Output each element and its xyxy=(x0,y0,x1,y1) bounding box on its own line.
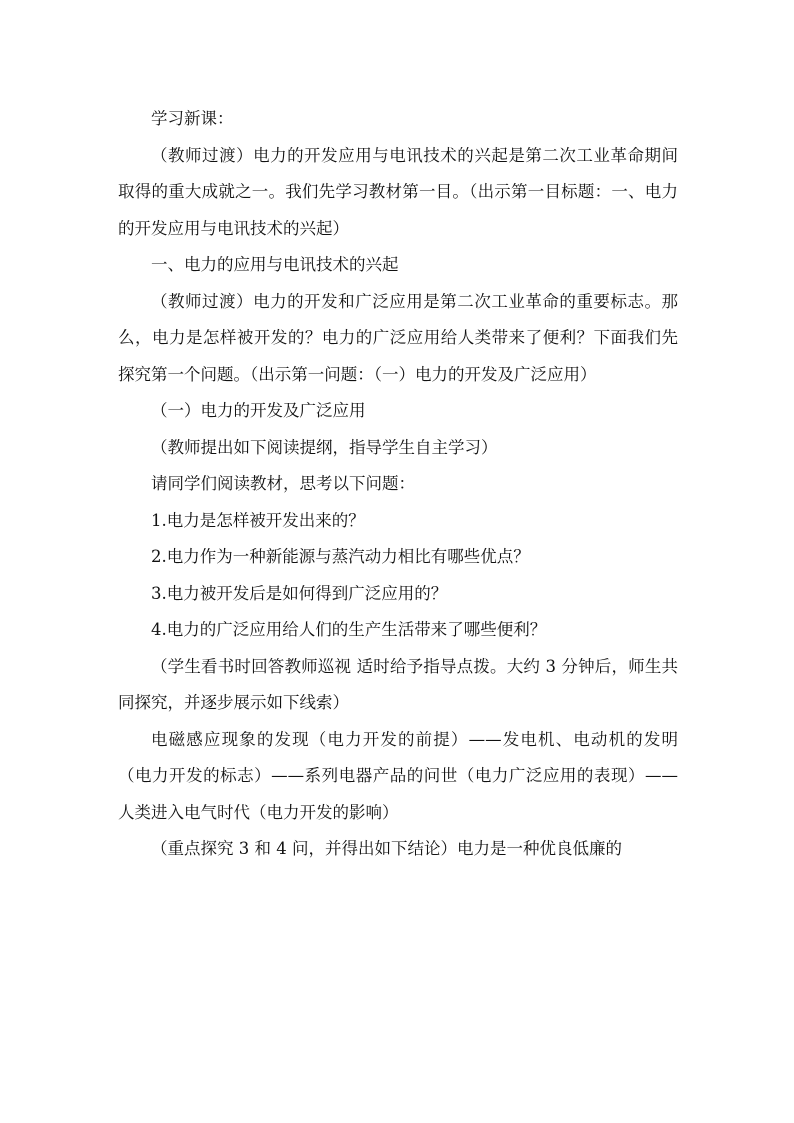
paragraph-instruction: 请同学们阅读教材，思考以下问题： xyxy=(151,474,415,493)
heading-new-lesson: 学习新课： xyxy=(151,109,234,128)
paragraph-conclusion: （重点探究 3 和 4 问，并得出如下结论）电力是一种优良低廉的 xyxy=(151,839,622,858)
paragraph-clue-chain: 电磁感应现象的发现（电力开发的前提）——发电机、电动机的发明（电力开发的标志）——系列电器产品的问世（电力广泛应用的表现）——人类进入电气时代（电力开发的影响） xyxy=(118,729,678,822)
section-heading-1: 一、电力的应用与电讯技术的兴起 xyxy=(151,255,399,274)
paragraph-teacher-transition-1: （教师过渡）电力的开发应用与电讯技术的兴起是第二次工业革命期间取得的重大成就之一。我们先学习教材第一目。（出示第一目标题：一、电力的开发应用与电讯技术的兴起） xyxy=(118,145,678,238)
paragraph-teacher-transition-2: （教师过渡）电力的开发和广泛应用是第二次工业革命的重要标志。那么，电力是怎样被开发的？电力的广泛应用给人类带来了便利？下面我们先探究第一个问题。（出示第一问题：（一）电力的开发及广泛应用） xyxy=(118,291,678,384)
question-2: 2.电力作为一种新能源与蒸汽动力相比有哪些优点？ xyxy=(151,547,530,566)
document-body xyxy=(118,101,678,868)
question-3: 3.电力被开发后是如何得到广泛应用的？ xyxy=(151,583,448,603)
subsection-heading-1: （一）电力的开发及广泛应用 xyxy=(151,401,366,420)
paragraph-reading-outline: （教师提出如下阅读提纲，指导学生自主学习） xyxy=(151,437,498,457)
question-4: 4.电力的广泛应用给人们的生产生活带来了哪些便利？ xyxy=(151,620,547,639)
question-1: 1.电力是怎样被开发出来的？ xyxy=(151,510,365,530)
paragraph-student-activity: （学生看书时回答教师巡视 适时给予指导点拨。大约 3 分钟后，师生共同探究，并逐步展示如下线索） xyxy=(118,656,678,712)
